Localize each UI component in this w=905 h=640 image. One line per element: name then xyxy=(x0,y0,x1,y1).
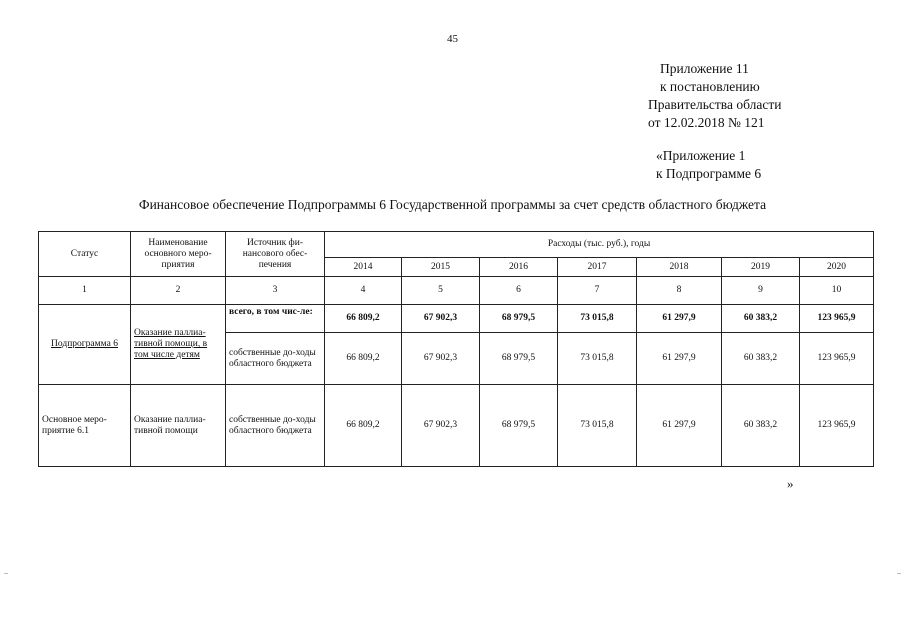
total-value: 66 809,2 xyxy=(325,305,402,333)
measure-value: 66 809,2 xyxy=(325,385,402,467)
measure-value: 60 383,2 xyxy=(722,385,800,467)
measure-value: 123 965,9 xyxy=(800,385,874,467)
col-number: 3 xyxy=(226,277,325,305)
col-number: 4 xyxy=(325,277,402,305)
header-year: 2018 xyxy=(637,258,722,277)
document-title: Финансовое обеспечение Подпрограммы 6 Государственной программы за счет средств областного бюджета xyxy=(138,197,767,212)
total-value: 67 902,3 xyxy=(402,305,480,333)
appendix-sub-line: «Приложение 1 xyxy=(656,148,746,163)
measure-status: Основное меро-приятие 6.1 xyxy=(39,385,131,467)
header-year: 2015 xyxy=(402,258,480,277)
scan-edge-mark xyxy=(4,573,8,574)
total-value: 68 979,5 xyxy=(480,305,558,333)
scan-edge-mark xyxy=(897,573,901,574)
own-value: 67 902,3 xyxy=(402,333,480,385)
appendix-main-line: Приложение 11 xyxy=(660,61,749,76)
appendix-main xyxy=(648,60,781,132)
subprogram-total-row xyxy=(39,305,874,333)
col-number: 5 xyxy=(402,277,480,305)
appendix-main-line: к постановлению xyxy=(660,79,760,94)
closing-quote: » xyxy=(787,476,794,491)
column-numbers-row xyxy=(39,277,874,305)
col-number: 6 xyxy=(480,277,558,305)
header-source: Источник фи-нансового обес-печения xyxy=(226,232,325,277)
header-year: 2020 xyxy=(800,258,874,277)
own-source: собственные до-ходы областного бюджета xyxy=(226,333,325,385)
own-value: 123 965,9 xyxy=(800,333,874,385)
col-number: 8 xyxy=(637,277,722,305)
appendix-main-line: Правительства области xyxy=(648,97,782,112)
measure-row xyxy=(39,385,874,467)
appendix-sub-line: к Подпрограмме 6 xyxy=(656,166,762,181)
appendix-sub xyxy=(656,147,761,183)
appendix-main-line: от 12.02.2018 № 121 xyxy=(648,115,765,130)
total-value: 73 015,8 xyxy=(558,305,637,333)
own-value: 68 979,5 xyxy=(480,333,558,385)
col-number: 10 xyxy=(800,277,874,305)
page-number: 45 xyxy=(447,33,458,45)
total-source: всего, в том чис-ле: xyxy=(226,305,325,333)
subprogram-status: Подпрограмма 6 xyxy=(39,305,131,385)
own-value: 60 383,2 xyxy=(722,333,800,385)
col-number: 9 xyxy=(722,277,800,305)
total-value: 61 297,9 xyxy=(637,305,722,333)
own-value: 61 297,9 xyxy=(637,333,722,385)
financing-table xyxy=(38,231,874,467)
measure-value: 67 902,3 xyxy=(402,385,480,467)
subprogram-name: Оказание паллиа-тивной помощи, в том числе детям xyxy=(131,305,226,385)
header-year: 2017 xyxy=(558,258,637,277)
col-number: 7 xyxy=(558,277,637,305)
header-year: 2016 xyxy=(480,258,558,277)
col-number: 1 xyxy=(39,277,131,305)
header-expenses: Расходы (тыс. руб.), годы xyxy=(325,232,874,258)
total-value: 123 965,9 xyxy=(800,305,874,333)
header-name: Наименование основного меро-приятия xyxy=(131,232,226,277)
total-value: 60 383,2 xyxy=(722,305,800,333)
own-value: 66 809,2 xyxy=(325,333,402,385)
header-status: Статус xyxy=(39,232,131,277)
header-row xyxy=(39,232,874,258)
measure-value: 61 297,9 xyxy=(637,385,722,467)
col-number: 2 xyxy=(131,277,226,305)
header-year: 2014 xyxy=(325,258,402,277)
own-value: 73 015,8 xyxy=(558,333,637,385)
measure-name: Оказание паллиа-тивной помощи xyxy=(131,385,226,467)
measure-source: собственные до-ходы областного бюджета xyxy=(226,385,325,467)
header-year: 2019 xyxy=(722,258,800,277)
measure-value: 73 015,8 xyxy=(558,385,637,467)
measure-value: 68 979,5 xyxy=(480,385,558,467)
